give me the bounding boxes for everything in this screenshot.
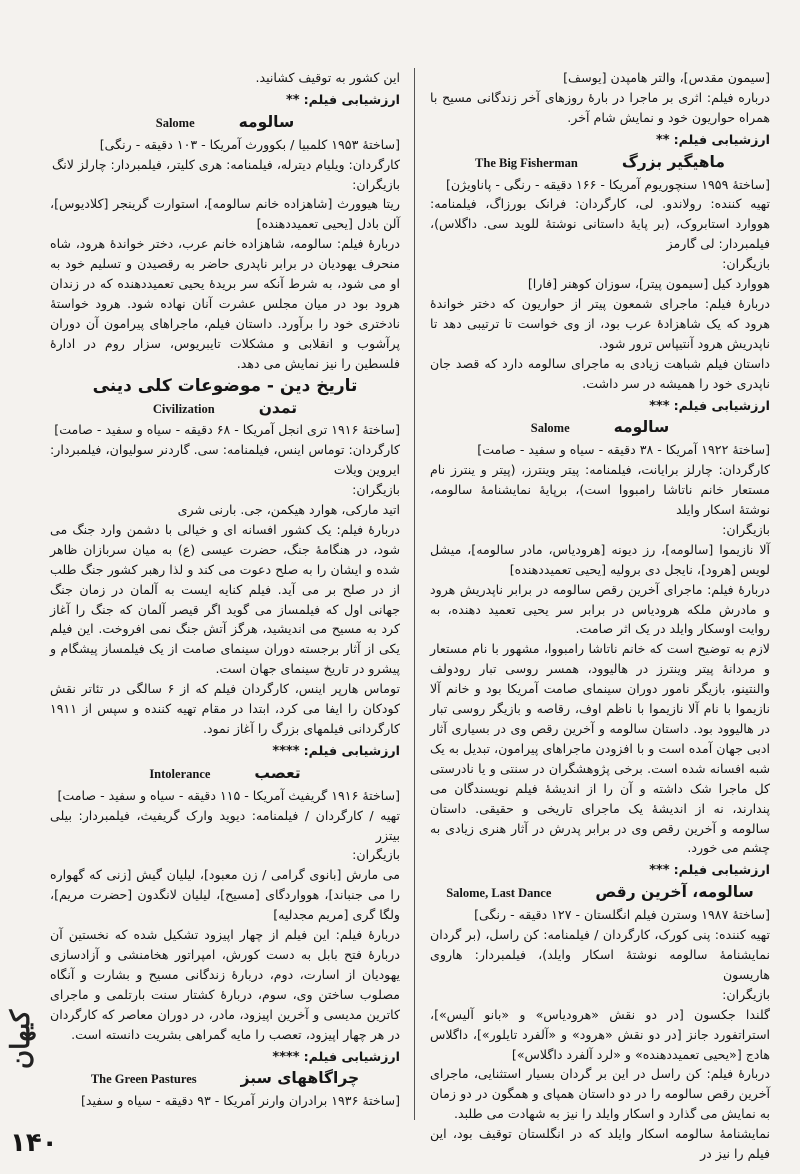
rating-stars: **** xyxy=(272,743,300,759)
film-title-persian: سالومه xyxy=(238,112,295,131)
right-column xyxy=(430,68,770,1162)
rating-stars: *** xyxy=(649,398,670,414)
paragraph: [ساختهٔ ۱۹۵۹ سنچوریوم آمریکا - ۱۶۶ دقیقه - رنگی - پاناویژن] xyxy=(445,176,770,192)
film-rating xyxy=(50,741,400,762)
film-title xyxy=(430,418,770,439)
paragraph: [ساختهٔ ۱۹۳۶ برادران وارنر آمریکا - ۹۳ دقیقه - سیاه و سفید] xyxy=(80,1093,400,1109)
film-title-english: The Big Fisherman xyxy=(475,155,578,170)
paragraph: بازیگران: xyxy=(722,521,770,537)
film-rating xyxy=(430,130,770,151)
paragraph: [ساختهٔ ۱۹۱۶ گریفیث آمریکا - ۱۱۵ دقیقه - سیاه و سفید - صامت] xyxy=(57,787,400,803)
paragraph: دربارهٔ فیلم: کن راسل در این بر گردان بسیار استثنایی، ماجرای آخرین رقص سالومه را در دو داستان همپای و همگون در دو زمان به نمایش می گذارد و اسکار وایلد را نیز به شهادت می طلبد. xyxy=(430,1066,770,1122)
film-title xyxy=(50,764,400,785)
film-title xyxy=(50,1069,400,1090)
paragraph: اتید مارکی، هوارد هیکمن، جی. بارنی شری xyxy=(177,502,400,518)
paragraph: گلندا جکسون [در دو نقش «هرودیاس» و «بانو آلیس»]، استراتفورد جانز [در دو نقش «هرود» و «آلفرد تایلور»]، داگلاس هادج [«یحیی تعمیددهنده» و «لرد آلفرد داگلاس»] xyxy=(430,1006,770,1062)
paragraph: تهیه کننده: پنی کورک، کارگردان / فیلمنامه: کن راسل، (بر گردان نمایشنامهٔ سالومه نوشتهٔ اسکار وایلد)، فیلمبردار: هاروی هاریسون xyxy=(430,927,770,982)
paragraph: می مارش [بانوی گرامی / زن معبود]، لیلیان گیش [زنی که گهواره را می جنباند]، هوواردگای [مسیح]، لیلیان لانگدون [حضرت مریم]، ولگا گری [مریم مجدلیه] xyxy=(50,867,400,923)
rating-label: ارزشیابی فیلم: xyxy=(673,131,770,147)
paragraph: بازیگران: xyxy=(722,256,770,272)
paragraph: دربارهٔ فیلم: ماجرای شمعون پیتر از حواریون که دختر خواندهٔ هرود که یک شاهزادهٔ عرب بود، از وی خواست تا ترتیبی دهد تا ناپدریش هرود آنتیپاس ترور شود. xyxy=(430,295,770,351)
film-title-english: Civilization xyxy=(152,401,215,416)
page-number: ۱۴۰ xyxy=(10,1128,58,1158)
magazine-logo: کیهان xyxy=(6,1010,36,1070)
film-title xyxy=(430,883,770,904)
paragraph: دربارهٔ فیلم: یک کشور افسانه ای و خیالی با دشمن وارد جنگ می شود، در هنگامهٔ جنگ، حضرت عیسی (ع) به میان سربازان ظاهر شده و ایشان را به صلح دعوت می کند و لذا رهبر کشور جنگ طلب از در صلح بر می آید. فیلم کنایه ایست به آلمان در زمان جنگ جهانی اول که فیلمساز می گوید اگر قیصر آلمان که جنگ را آغاز کرد به مسیح می اندیشید، هرگز آتش جنگ نمی افروخت. این فیلم یکی از آثار برجسته دوران سینمای صامت از یک فیلمساز پیشگام و پیشرو در تاریخ سینمای جهان است. xyxy=(50,521,400,677)
film-title xyxy=(430,153,770,174)
paragraph: نمایشنامهٔ سالومه اسکار وایلد که در انگلستان توقیف بود، این فیلم را نیز در xyxy=(430,1126,770,1162)
film-title xyxy=(50,113,400,134)
paragraph: ریتا هیوورث [شاهزاده خانم سالومه]، استوارت گرینجر [کلادیوس]، آلن بادل [یحیی تعمیددهنده] xyxy=(50,196,400,232)
rating-stars: ** xyxy=(286,92,300,108)
film-title-persian: ماهیگیر بزرگ xyxy=(621,152,725,171)
film-title-persian: چراگاههای سبز xyxy=(240,1069,360,1088)
rating-stars: **** xyxy=(272,1049,300,1065)
paragraph: بازیگران: xyxy=(352,482,400,498)
paragraph: درباره فیلم: اثری بر ماجرا در بارهٔ روزهای آخر زندگانی مسیح با همراه حواریون خود و نمایش شام آخر. xyxy=(430,89,770,125)
paragraph: [ساختهٔ ۱۹۵۳ کلمبیا / بکوورث آمریکا - ۱۰۳ دقیقه - رنگی] xyxy=(99,136,400,152)
paragraph: تهیه کننده: رولاندو. لی، کارگردان: فرانک بورزاگ، فیلمنامه: هووارد استابروک، (بر پایهٔ داستانی نوشتهٔ للوید سی. داگلاس)، فیلمبردار: لی گارمز xyxy=(430,196,770,252)
rating-label: ارزشیابی فیلم: xyxy=(673,397,770,413)
paragraph: داستان فیلم شباهت زیادی به ماجرای سالومه دارد که قصد جان ناپدری خود را همیشه در سر داشت. xyxy=(430,355,770,391)
film-rating xyxy=(430,396,770,417)
film-title-persian: تعصب xyxy=(254,763,301,782)
film-rating xyxy=(50,1047,400,1068)
paragraph: لازم به توضیح است که خانم ناتاشا رامبووا، مشهور با نام مستعار و مردانهٔ پیتر وینترز در هالیوود، همسر روسی تبار رودولف والنتینو، بازیگر نامور دوران سینمای صامت آمریکا بود و خانم آلا نازیموا با نام آلا نازیموا با ناظم اوف، رقاصه و بازیگر روسی تبار در هالیوود بود. داستان سالومه و آخرین رقص وی در بسیاری آثار ادبی جهان آمده است و با افزودن ماجراهای پیرامون، تبدیل به یک شبه افسانه شده است. برخی پژوهشگران در سنتی و یا نادرستی کل ماجرا شک داشته و آن را از اندیشهٔ فیلم نویسندگان می پندارند، نه از اندیشهٔ یک ماجرای تاریخی و حقیقی. داستان سالومه و آخرین رقص وی در برابر پدرش در آثار هنری زیادی به چشم می خورد. xyxy=(430,641,770,856)
paragraph: آلا نازیموا [سالومه]، رز دیونه [هرودیاس، مادر سالومه]، میشل لویس [هرود]، نایجل دی برولیه [یحیی تعمیددهنده] xyxy=(430,541,770,577)
paragraph: کارگردان: چارلز برایانت، فیلمنامه: پیتر وینترز، (پیتر و ینترز نام مستعار خانم ناتاشا رامبووا است)، برپایهٔ نمایشنامهٔ سالومه، نوشتهٔ اسکار وایلد xyxy=(430,462,770,518)
paragraph: [سیمون مقدس]، والتر هامپدن [یوسف] xyxy=(563,70,770,85)
film-title xyxy=(50,399,400,420)
rating-label: ارزشیابی فیلم: xyxy=(303,742,400,758)
film-title-english: Salome, Last Dance xyxy=(446,886,552,901)
paragraph: دربارهٔ فیلم: سالومه، شاهزاده خانم عرب، دختر خواندهٔ هرود، شاه منحرف یهودیان در برابر ناپدری حاضر به رقصیدن و تسلیم خود به او می شود، به شرط آنکه سر بریدهٔ یحیی تعمیددهنده که در زندان هرود بود در میان مجلس عشرت آنان نهاده شود. هرود خواستهٔ نادختری خود را برآورد. داستان فیلم، ماجراهای پیرامون آن دوران پرآشوب و انقلابی و مشکلات تایبریوس، سزار روم در ادارهٔ فلسطین را نیز نمایش می دهد. xyxy=(50,236,400,371)
rating-stars: ** xyxy=(656,132,670,148)
film-title-english: Salome xyxy=(530,421,570,436)
paragraph: این کشور به توقیف کشانید. xyxy=(255,70,400,85)
paragraph: بازیگران: xyxy=(352,176,400,192)
rating-label: ارزشیابی فیلم: xyxy=(303,91,400,107)
film-title-persian: سالومه xyxy=(613,418,670,437)
film-rating xyxy=(50,90,400,111)
section-heading: تاریخ دین - موضوعات کلی دینی xyxy=(92,375,358,396)
paragraph: [ساختهٔ ۱۹۸۷ وسترن فیلم انگلستان - ۱۲۷ دقیقه - رنگی] xyxy=(474,907,770,923)
paragraph: دربارهٔ فیلم: این فیلم از چهار اپیزود تشکیل شده که نخستین آن دربارهٔ فتح بابل به دست کورش، امپراتور هخامنشی و آزادسازی یهودیان از اسارت، دوم، دربارهٔ زندگانی مسیح و بشارت و آنگاه مصلوب ساختن وی، سوم، دربارهٔ کشتار سنت بارتلمی و ماجرای کاترین مدیسی و آخرین اپیزود، مادر، در دوران معاصر که کارگردان در هر چهار اپیزود، تعصب را مایه گمراهی بشریت دانسته است. xyxy=(50,927,400,1042)
paragraph: تهیه / کارگردان / فیلمنامه: دیوید وارک گریفیث، فیلمبردار: بیلی بیتزر xyxy=(50,807,400,843)
film-title-persian: تمدن xyxy=(258,398,298,417)
rating-stars: *** xyxy=(649,863,670,879)
column-divider xyxy=(414,68,415,1120)
paragraph: بازیگران: xyxy=(722,986,770,1002)
paragraph: توماس هارپر اینس، کارگردان فیلم که از ۶ سالگی در تئاتر نقش کودکان را ایفا می کرد، ابتدا در مقام تهیه کننده و سپس از ۱۹۱۱ کارگردانی فیلمهای بزرگ را آغاز نمود. xyxy=(50,681,400,736)
left-column xyxy=(50,68,400,1114)
paragraph: [ساختهٔ ۱۹۱۶ تری انجل آمریکا - ۶۸ دقیقه - سیاه و سفید - صامت] xyxy=(54,422,400,438)
paragraph: هووارد کیل [سیمون پیتر]، سوزان کوهنر [فارا] xyxy=(527,276,770,292)
paragraph: بازیگران: xyxy=(352,847,400,863)
paragraph: کارگردان: ویلیام دیترله، فیلمنامه: هری کلیتر، فیلمبردار: چارلز لانگ xyxy=(52,156,400,172)
film-title-english: Intolerance xyxy=(149,766,211,781)
rating-label: ارزشیابی فیلم: xyxy=(303,1048,400,1064)
paragraph: کارگردان: توماس اینس، فیلمنامه: سی. گاردنر سولیوان، فیلمبردار: ایروین ویلات xyxy=(50,442,400,478)
paragraph: [ساختهٔ ۱۹۲۲ آمریکا - ۳۸ دقیقه - سیاه و سفید - صامت] xyxy=(477,442,770,458)
film-rating xyxy=(430,860,770,881)
film-title-persian: سالومه، آخرین رقص xyxy=(595,883,754,902)
rating-label: ارزشیابی فیلم: xyxy=(673,862,770,878)
film-title-english: Salome xyxy=(155,115,195,130)
film-title-english: The Green Pastures xyxy=(90,1072,197,1087)
paragraph: دربارهٔ فیلم: ماجرای آخرین رقص سالومه در برابر ناپدریش هرود و مادرش ملکه هرودیاس در برابر سر یحیی تعمید دهنده، به روایت اوسکار وایلد در یک اثر صامت. xyxy=(430,581,770,637)
